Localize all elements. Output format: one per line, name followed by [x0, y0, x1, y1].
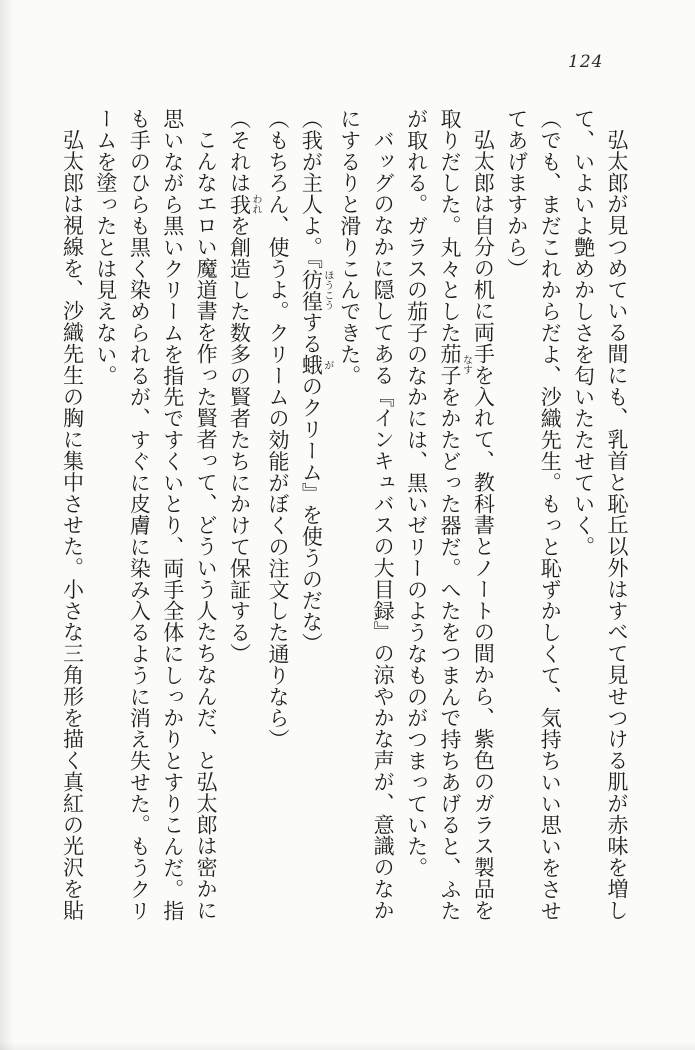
- page-left-edge-shading: [0, 0, 14, 1050]
- furigana-term: 彷徨ほうこう: [299, 268, 333, 312]
- paragraph: （我が主人よ。『彷徨ほうこうする蛾がのクリーム』を使うのだな）: [299, 108, 333, 654]
- paragraph: （でも、まだこれからだよ、沙織先生。もっと恥ずかしくて、気持ちいい思いをさせてあげますから）: [504, 108, 563, 922]
- text-body: [55, 108, 633, 923]
- paragraph: （それは我われを創造した数多の賢者たちにかけて保証する）: [227, 108, 262, 665]
- furigana-term: 我われ: [227, 193, 262, 216]
- paragraph: 弘太郎が見つめている間にも、乳首と恥丘以外はすべて見せつける肌が赤味を増して、いよいよ艶めかしさを匂いたたせていく。: [571, 108, 629, 921]
- paragraph: バッグのなかに隠してある『インキュバスの大目録』の涼やかな声が、意識のなかにするりと滑りこんできた。: [337, 108, 396, 921]
- paragraph: 弘太郎は自分の机に両手を入れて、教科書とノートの間から、紫色のガラス製品を取りだした。丸々とした茄子なすをかたどった器だ。へたをつまんで持ちあげると、ふたが取れる。ガラスの茄子のなかには、黒いゼリーのようなものがつまっていた。: [404, 108, 496, 922]
- paragraph: こんなエロい魔道書を作った賢者って、どういう人たちなんだ、と弘太郎は密かに思いながら黒いクリームを指先ですくいとり、両手全体にしっかりとすりこんだ。指も手のひらも黒く染められるが、すぐに皮膚に染み入るように消え失せた。もうクリームを塗ったとは見えない。: [93, 108, 219, 922]
- furigana-term: 蛾が: [299, 354, 333, 376]
- page-number: 124: [568, 52, 604, 72]
- paragraph: （もちろん、使うよ。クリームの効能がぼくの注文した通りなら）: [265, 108, 290, 750]
- page-bottom-edge-shading: [0, 1042, 695, 1050]
- furigana-term: 茄子なす: [437, 343, 472, 387]
- paragraph: 弘太郎は視線を、沙織先生の胸に集中させた。小さな三角形を描く真紅の光沢を貼: [60, 129, 85, 921]
